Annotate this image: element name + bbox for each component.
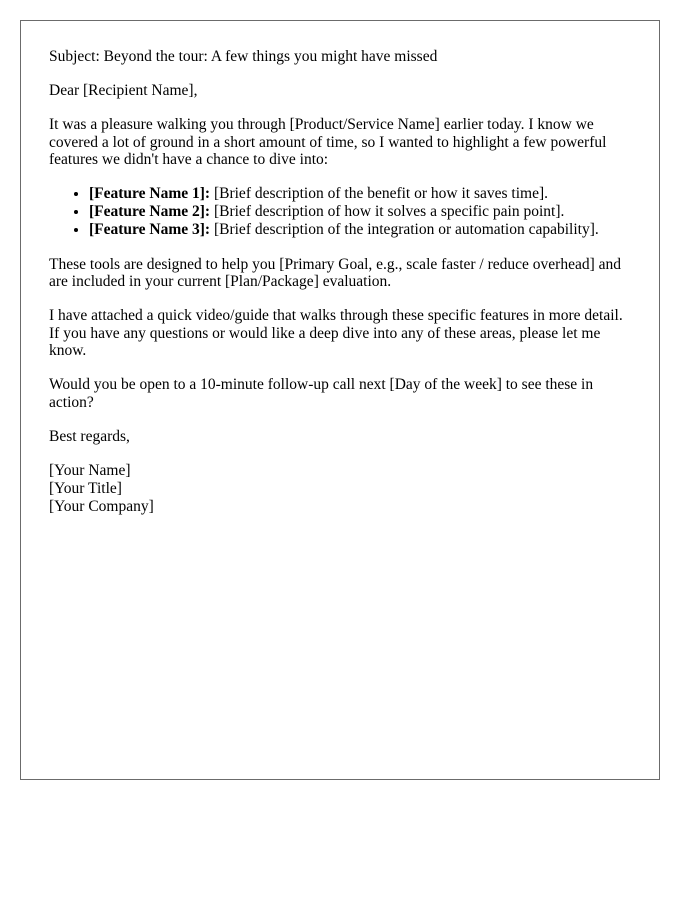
signature-name: [Your Name] bbox=[49, 461, 131, 479]
signature-block bbox=[49, 462, 631, 516]
feature-name: [Feature Name 2]: bbox=[89, 203, 211, 220]
signature-company: [Your Company] bbox=[49, 497, 154, 515]
greeting: Dear [Recipient Name], bbox=[49, 82, 198, 99]
letter-page bbox=[20, 20, 660, 780]
feature-item bbox=[89, 221, 631, 239]
feature-list bbox=[49, 185, 631, 239]
feature-name: [Feature Name 3]: bbox=[89, 221, 211, 238]
feature-description: [Brief description of the benefit or how it saves time]. bbox=[210, 185, 548, 202]
followup-paragraph: Would you be open to a 10-minute follow-up call next [Day of the week] to see these in action? bbox=[49, 376, 594, 411]
subject-line: Subject: Beyond the tour: A few things you might have missed bbox=[49, 48, 438, 65]
signature-title: [Your Title] bbox=[49, 479, 122, 497]
feature-item bbox=[89, 185, 631, 203]
closing: Best regards, bbox=[49, 427, 130, 445]
feature-description: [Brief description of how it solves a specific pain point]. bbox=[210, 203, 565, 220]
feature-name: [Feature Name 1]: bbox=[89, 185, 211, 202]
attachment-paragraph: I have attached a quick video/guide that walks through these specific features in more detail. If you have any questions or would like a deep dive into any of these areas, please let me know. bbox=[49, 307, 623, 359]
feature-item bbox=[89, 203, 631, 221]
tools-paragraph: These tools are designed to help you [Primary Goal, e.g., scale faster / reduce overhead] and are included in your current [Plan/Package] evaluation. bbox=[49, 255, 621, 290]
feature-description: [Brief description of the integration or automation capability]. bbox=[210, 221, 599, 238]
intro-paragraph: It was a pleasure walking you through [Product/Service Name] earlier today. I know we covered a lot of ground in a short amount of time, so I wanted to highlight a few powerful features we didn't have a chance to dive into: bbox=[49, 116, 607, 168]
